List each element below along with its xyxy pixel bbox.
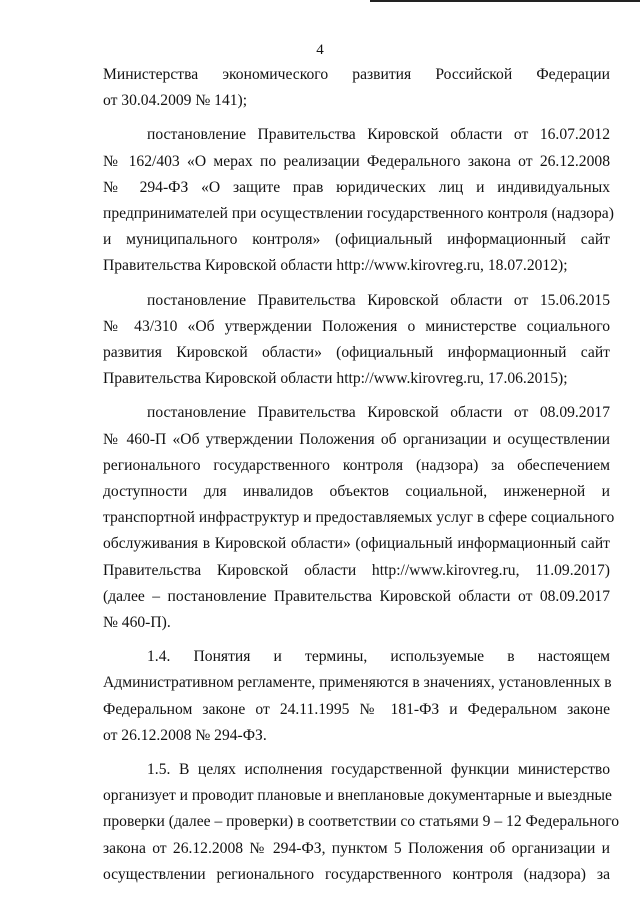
- text-line: осуществлении регионального государственного контроля (надзора) за: [103, 865, 610, 883]
- paragraph-resolution-162-403: [103, 122, 614, 279]
- text-line: № 460-П «Об утверждении Положения об организации и осуществлении: [103, 430, 610, 448]
- text-line: Административном регламенте, применяются в значениях, установленных в: [103, 674, 612, 692]
- text-line: транспортной инфраструктур и предоставляемых услуг в сфере социального: [103, 509, 615, 527]
- paragraph-section-1-5: [103, 757, 620, 888]
- text-line: 1.5. В целях исполнения государственной функции министерство: [147, 761, 610, 779]
- text-line: постановление Правительства Кировской области от 15.06.2015: [147, 291, 610, 309]
- text-line: 1.4. Понятия и термины, используемые в настоящем: [147, 648, 610, 666]
- top-border-line: [370, 0, 640, 2]
- text-line: Министерства экономического развития Российской Федерации: [103, 66, 610, 83]
- text-line: предпринимателей при осуществлении государственного контроля (надзора): [103, 205, 614, 223]
- text-line: Правительства Кировской области http://www.kirovreg.ru, 18.07.2012);: [103, 257, 568, 275]
- text-line: № 460-П).: [103, 614, 171, 632]
- paragraph-resolution-460-p: [103, 400, 615, 636]
- paragraph-resolution-43-310: [103, 288, 610, 393]
- text-line: № 162/403 «О мерах по реализации Федерального закона от 26.12.2008: [103, 152, 610, 170]
- text-line: № 294-ФЗ «О защите прав юридических лиц и индивидуальных: [103, 178, 610, 196]
- text-line: обслуживания в Кировской области» (официальный информационный сайт: [103, 535, 610, 553]
- text-line: постановление Правительства Кировской области от 16.07.2012: [147, 126, 610, 144]
- text-line: организует и проводит плановые и внеплановые документарные и выездные: [103, 787, 612, 805]
- document-body: [103, 62, 620, 888]
- text-line: от 30.04.2009 № 141);: [103, 92, 248, 110]
- text-line: развития Кировской области» (официальный информационный сайт: [103, 344, 610, 362]
- text-line: (далее – постановление Правительства Кировской области от 08.09.2017: [103, 587, 610, 605]
- text-line: Правительства Кировской области http://www.kirovreg.ru, 11.09.2017): [103, 561, 610, 579]
- text-line: доступности для инвалидов объектов социальной, инженерной и: [103, 483, 610, 501]
- text-line: Федеральном законе от 24.11.1995 № 181-ФЗ и Федеральном законе: [103, 700, 610, 718]
- text-line: от 26.12.2008 № 294-ФЗ.: [103, 726, 267, 744]
- text-line: № 43/310 «Об утверждении Положения о министерстве социального: [103, 317, 610, 335]
- text-line: Правительства Кировской области http://www.kirovreg.ru, 17.06.2015);: [103, 370, 568, 388]
- text-line: закона от 26.12.2008 № 294-ФЗ, пунктом 5 Положения об организации и: [103, 839, 610, 857]
- paragraph-ministry-order-tail: [103, 62, 610, 114]
- page-number: 4: [316, 42, 324, 58]
- text-line: регионального государственного контроля (надзора) за обеспечением: [103, 456, 610, 474]
- paragraph-section-1-4: [103, 644, 610, 749]
- text-line: и муниципального контроля» (официальный информационный сайт: [103, 231, 610, 249]
- text-line: проверки (далее – проверки) в соответствии со статьями 9 – 12 Федерального: [103, 813, 620, 831]
- text-line: постановление Правительства Кировской области от 08.09.2017: [147, 404, 610, 422]
